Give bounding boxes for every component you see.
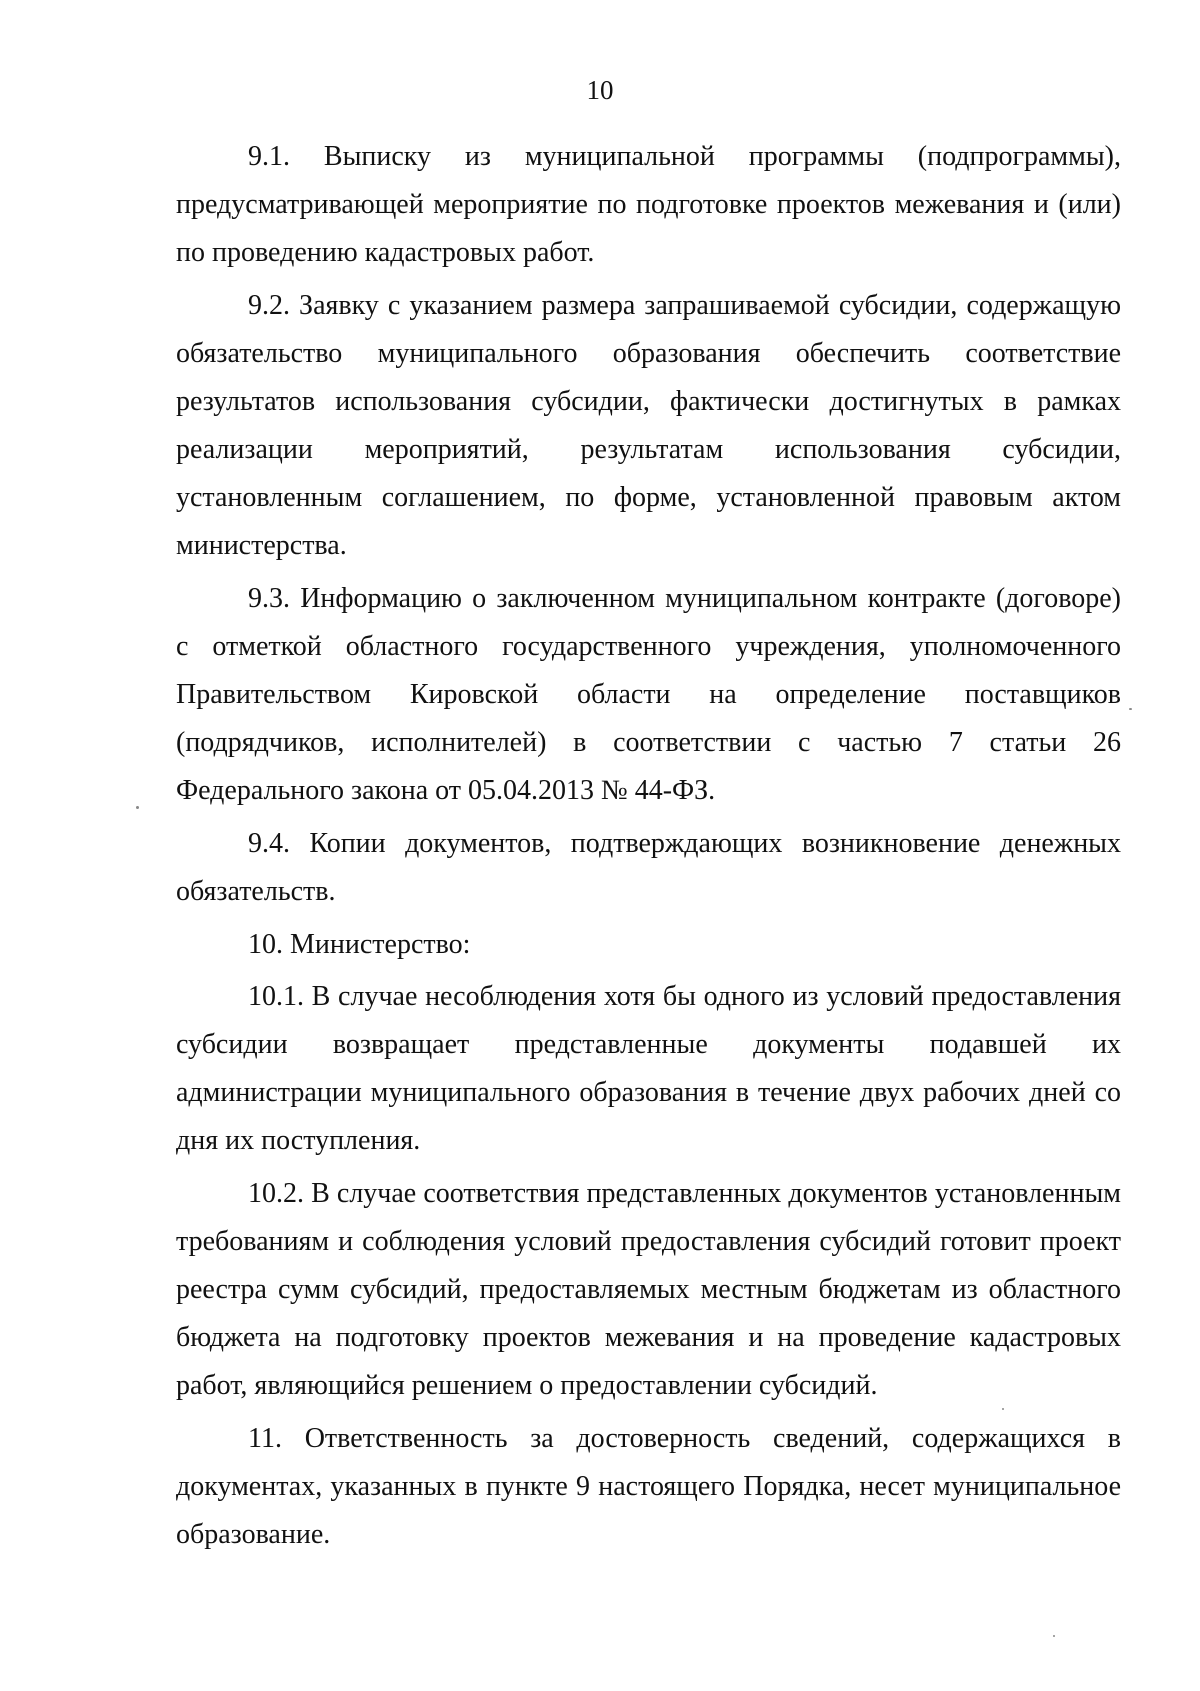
document-body (176, 133, 1121, 1564)
paragraph-9-2: 9.2. Заявку с указанием размера запрашиваемой субсидии, содержащую обязательство муниципального образования обеспечить соответствие результатов использования субсидии, фактически достигнутых в рамках реализации мероприятий, результатам использования субсидии, установленным соглашением, по форме, установленной правовым актом министерства. (176, 290, 1121, 561)
paragraph-9-1: 9.1. Выписку из муниципальной программы (подпрограммы), предусматривающей мероприятие по подготовке проектов межевания и (или) по проведению кадастровых работ. (176, 141, 1121, 268)
paragraph-11: 11. Ответственность за достоверность сведений, содержащихся в документах, указанных в пункте 9 настоящего Порядка, несет муниципальное образование. (176, 1423, 1121, 1550)
scan-speck (136, 806, 139, 809)
scan-speck (1002, 1408, 1004, 1410)
scan-speck (1129, 708, 1132, 710)
paragraph-10-2: 10.2. В случае соответствия представленных документов установленным требованиям и соблюдения условий предоставления субсидий готовит проект реестра сумм субсидий, предоставляемых местным бюджетам из областного бюджета на подготовку проектов межевания и на проведение кадастровых работ, являющийся решением о предоставлении субсидий. (176, 1178, 1121, 1401)
paragraph-9-4: 9.4. Копии документов, подтверждающих возникновение денежных обязательств. (176, 828, 1121, 907)
page-number: 10 (586, 75, 614, 105)
paragraph-10: 10. Министерство: (248, 929, 471, 960)
scan-speck (1053, 1635, 1055, 1637)
paragraph-9-3: 9.3. Информацию о заключенном муниципальном контракте (договоре) с отметкой областного государственного учреждения, уполномоченного Правительством Кировской области на определение поставщиков (подрядчиков, исполнителей) в соответствии с частью 7 статьи 26 Федерального закона от 05.04.2013 № 44-ФЗ. (176, 583, 1121, 806)
paragraph-10-1: 10.1. В случае несоблюдения хотя бы одного из условий предоставления субсидии возвращает представленные документы подавшей их администрации муниципального образования в течение двух рабочих дней со дня их поступления. (176, 981, 1121, 1156)
